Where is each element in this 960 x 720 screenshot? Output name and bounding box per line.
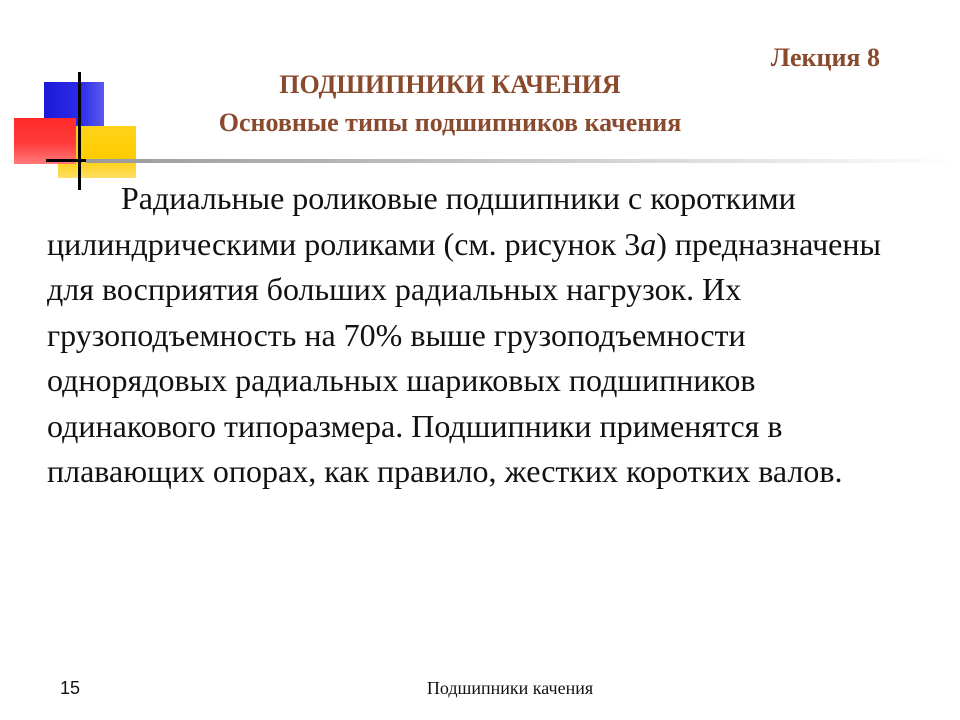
slide-subtitle: Основные типы подшипников качения	[218, 108, 682, 137]
header-divider	[86, 159, 960, 163]
body-text-part-2: ) предназначены для восприятия больших радиальных нагрузок. Их грузоподъемность на 70% выше грузоподъемности однорядовых радиальных шариковых подшипников одинакового типоразмера. Подшипники применятся в плавающих опорах, как правило, жестких коротких валов.	[47, 225, 881, 489]
logo-horizontal-line	[46, 159, 86, 162]
page-number: 15	[60, 678, 81, 698]
lecture-label: Лекция 8	[770, 43, 880, 72]
footer-caption: Подшипники качения	[426, 678, 594, 698]
body-text-italic: а	[640, 225, 657, 262]
body-paragraph	[47, 176, 907, 495]
decorative-logo	[0, 0, 140, 200]
slide-title: ПОДШИПНИКИ КАЧЕНИЯ	[279, 70, 621, 99]
body-text-part-1: Радиальные роликовые подшипники с короткими цилиндрическими роликами (см. рисунок 3	[47, 180, 796, 262]
